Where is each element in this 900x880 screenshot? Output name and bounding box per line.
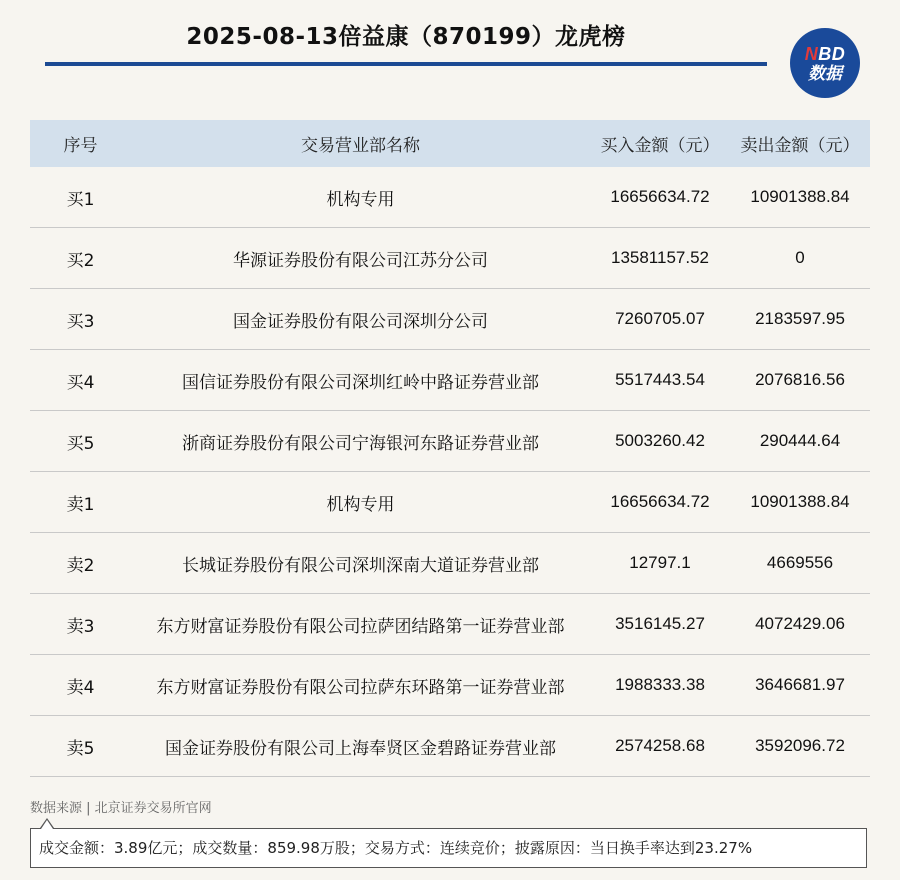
row-index: 卖2 <box>30 533 131 594</box>
table-row <box>30 716 870 777</box>
header-index: 序号 <box>30 120 131 167</box>
row-branch-name: 东方财富证券股份有限公司拉萨团结路第一证券营业部 <box>131 594 590 655</box>
dragon-tiger-table <box>30 120 870 777</box>
row-branch-name: 东方财富证券股份有限公司拉萨东环路第一证券营业部 <box>131 655 590 716</box>
row-index: 卖1 <box>30 472 131 533</box>
row-buy-amount: 16656634.72 <box>590 167 730 228</box>
row-index: 买2 <box>30 228 131 289</box>
row-branch-name: 华源证券股份有限公司江苏分公司 <box>131 228 590 289</box>
table-row <box>30 472 870 533</box>
row-sell-amount: 4072429.06 <box>730 594 870 655</box>
table-row <box>30 655 870 716</box>
row-index: 卖5 <box>30 716 131 777</box>
page-title: 2025-08-13倍益康（870199）龙虎榜 <box>186 24 626 50</box>
row-sell-amount: 10901388.84 <box>730 472 870 533</box>
row-buy-amount: 12797.1 <box>590 533 730 594</box>
row-branch-name: 国金证券股份有限公司深圳分公司 <box>131 289 590 350</box>
row-index: 卖3 <box>30 594 131 655</box>
row-sell-amount: 4669556 <box>730 533 870 594</box>
table-row <box>30 411 870 472</box>
title-divider <box>45 62 767 66</box>
table-row <box>30 228 870 289</box>
logo-subtitle: 数据 <box>808 63 842 83</box>
row-branch-name: 浙商证券股份有限公司宁海银河东路证券营业部 <box>131 411 590 472</box>
header-buy-amount: 买入金额（元） <box>590 120 730 167</box>
table-row <box>30 594 870 655</box>
table-row <box>30 533 870 594</box>
table-row <box>30 289 870 350</box>
table-row <box>30 167 870 228</box>
row-index: 买4 <box>30 350 131 411</box>
row-buy-amount: 5003260.42 <box>590 411 730 472</box>
row-branch-name: 机构专用 <box>131 472 590 533</box>
row-buy-amount: 3516145.27 <box>590 594 730 655</box>
data-source: 数据来源 | 北京证券交易所官网 <box>30 801 212 816</box>
row-index: 买3 <box>30 289 131 350</box>
row-sell-amount: 2076816.56 <box>730 350 870 411</box>
logo-wordmark: NBD <box>804 43 846 64</box>
row-sell-amount: 0 <box>730 228 870 289</box>
header-branch-name: 交易营业部名称 <box>131 120 590 167</box>
note-pointer-fill <box>41 820 53 829</box>
row-index: 卖4 <box>30 655 131 716</box>
header-sell-amount: 卖出金额（元） <box>730 120 870 167</box>
row-buy-amount: 16656634.72 <box>590 472 730 533</box>
row-sell-amount: 2183597.95 <box>730 289 870 350</box>
row-sell-amount: 3646681.97 <box>730 655 870 716</box>
row-buy-amount: 1988333.38 <box>590 655 730 716</box>
row-branch-name: 国金证券股份有限公司上海奉贤区金碧路证券营业部 <box>131 716 590 777</box>
trade-summary-note: 成交金额：3.89亿元；成交数量：859.98万股；交易方式：连续竞价；披露原因：当日换手率达到23.27% <box>30 828 867 868</box>
row-branch-name: 机构专用 <box>131 167 590 228</box>
row-buy-amount: 2574258.68 <box>590 716 730 777</box>
row-sell-amount: 3592096.72 <box>730 716 870 777</box>
row-branch-name: 长城证券股份有限公司深圳深南大道证券营业部 <box>131 533 590 594</box>
row-buy-amount: 13581157.52 <box>590 228 730 289</box>
row-index: 买5 <box>30 411 131 472</box>
nbd-logo <box>790 28 860 98</box>
table-row <box>30 350 870 411</box>
row-sell-amount: 10901388.84 <box>730 167 870 228</box>
table-header-row <box>30 120 870 167</box>
row-sell-amount: 290444.64 <box>730 411 870 472</box>
row-branch-name: 国信证券股份有限公司深圳红岭中路证券营业部 <box>131 350 590 411</box>
row-buy-amount: 7260705.07 <box>590 289 730 350</box>
row-index: 买1 <box>30 167 131 228</box>
row-buy-amount: 5517443.54 <box>590 350 730 411</box>
